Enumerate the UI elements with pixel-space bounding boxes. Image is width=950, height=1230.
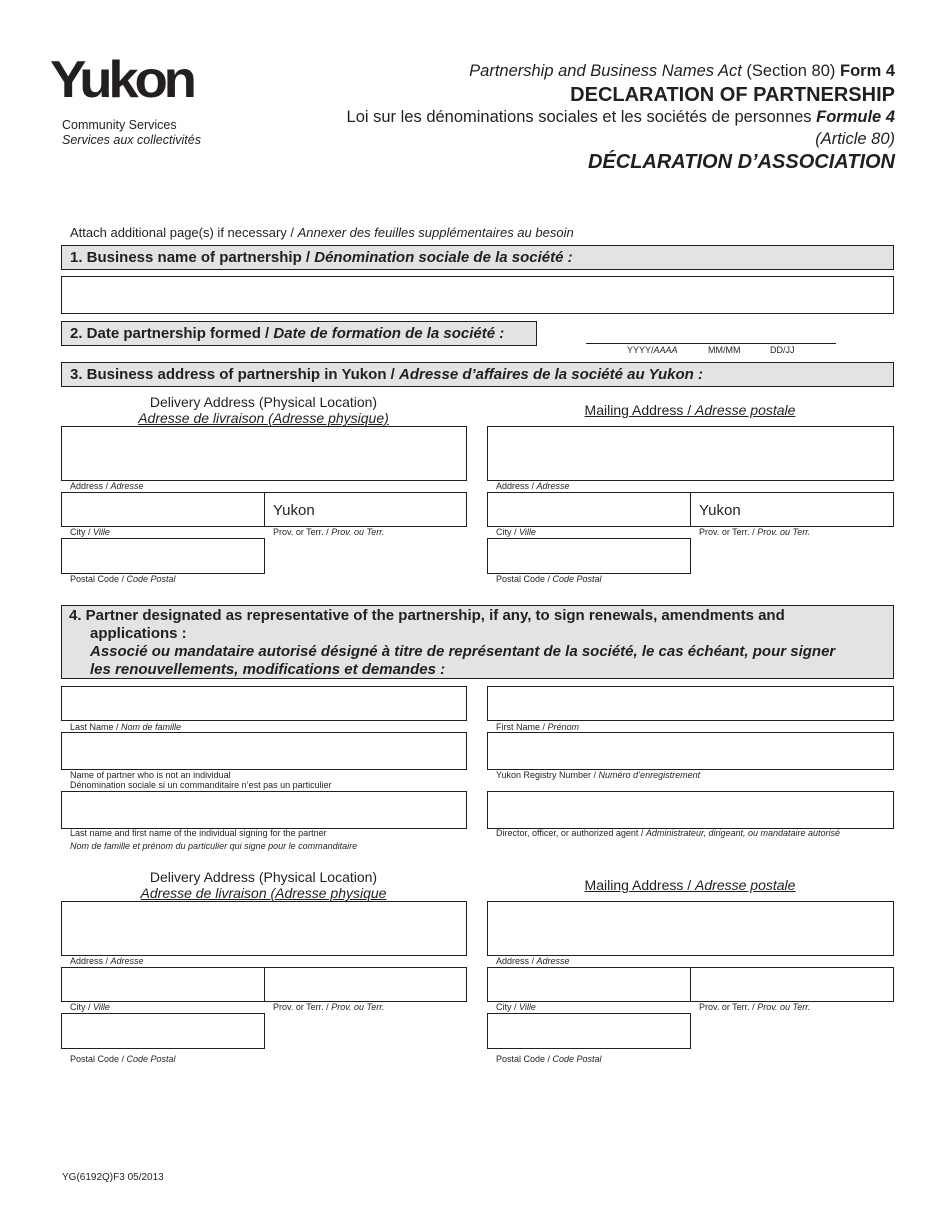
s4-delivery-address-field[interactable] (61, 901, 467, 956)
s3-mailing-title: Mailing Address / Adresse postale (584, 402, 796, 418)
section-1-header (61, 245, 894, 270)
section-2-en: 2. Date partnership formed / (70, 325, 274, 342)
section-1-en: 1. Business name of partnership / (70, 249, 315, 266)
s4-mailing-city-field[interactable] (487, 967, 691, 1002)
form-fr: Formule 4 (816, 108, 895, 126)
date-mm-label: MM/MM (708, 345, 741, 355)
partner-name-label-fr: Dénomination sociale si un commanditaire n’est pas un particulier (70, 780, 332, 790)
date-dd-label: DD/JJ (770, 345, 795, 355)
s4-mailing-address-field[interactable] (487, 901, 894, 956)
s4-delivery-prov-field[interactable] (264, 967, 467, 1002)
section-4-line1: 4. Partner designated as representative of the partnership, if any, to sign renewals, amendments and (69, 607, 785, 624)
section-3-fr: Adresse d’affaires de la société au Yukon : (398, 366, 703, 383)
s4-delivery-city-label: City / Ville (70, 1002, 110, 1012)
last-name-label: Last Name / Nom de famille (70, 722, 182, 732)
s3-delivery-prov-field[interactable] (264, 492, 467, 527)
date-formed-field[interactable] (586, 320, 836, 344)
first-name-label: First Name / Prénom (496, 722, 580, 732)
signer-name-label-fr: Nom de famille et prénom du particulier qui signe pour le commanditaire (70, 841, 358, 851)
section-4-line2: applications : (90, 625, 187, 642)
s3-delivery-prov-value: Yukon (273, 502, 315, 519)
s4-delivery-prov-label: Prov. or Terr. / Prov. ou Terr. (273, 1002, 385, 1012)
s3-delivery-title-en: Delivery Address (Physical Location) (149, 394, 378, 410)
registry-number-field[interactable] (487, 732, 894, 770)
s4-delivery-title-fr: Adresse de livraison (Adresse physique (140, 885, 387, 901)
director-label: Director, officer, or authorized agent / Administrateur, dirigeant, ou mandataire autorisé (496, 828, 841, 838)
section-2-fr: Date de formation de la société : (273, 325, 505, 342)
s3-mailing-address-field[interactable] (487, 426, 894, 481)
attach-en: Attach additional page(s) if necessary / (70, 225, 298, 240)
s3-mailing-postal-label: Postal Code / Code Postal (496, 574, 602, 584)
s4-mailing-postal-label: Postal Code / Code Postal (496, 1054, 602, 1064)
date-yyyy-label: YYYY/AAAA (627, 345, 678, 355)
s3-delivery-prov-label: Prov. or Terr. / Prov. ou Terr. (273, 527, 385, 537)
act-en-section: (Section 80) (746, 62, 836, 80)
section-3-header (61, 362, 894, 387)
act-line-fr (347, 108, 895, 127)
director-field[interactable] (487, 791, 894, 829)
attach-fr: Annexer des feuilles supplémentaires au besoin (297, 225, 574, 240)
logo-line-en: Community Services (62, 118, 177, 132)
s3-delivery-address-label: Address / Adresse (70, 481, 144, 491)
s3-mailing-postal-field[interactable] (487, 538, 691, 574)
act-fr-article: (Article 80) (815, 130, 895, 148)
section-2-header (61, 321, 537, 346)
s3-mailing-address-label: Address / Adresse (496, 481, 570, 491)
s4-mailing-prov-label: Prov. or Terr. / Prov. ou Terr. (699, 1002, 811, 1012)
logo-line-fr: Services aux collectivités (62, 133, 201, 147)
s3-mailing-prov-field[interactable] (690, 492, 894, 527)
s4-mailing-title: Mailing Address / Adresse postale (584, 877, 796, 893)
signer-name-field[interactable] (61, 791, 467, 829)
s4-delivery-address-label: Address / Adresse (70, 956, 144, 966)
section-3-en: 3. Business address of partnership in Yukon / (70, 366, 399, 383)
yukon-logo (50, 51, 230, 153)
section-4-line4: les renouvellements, modifications et demandes : (90, 661, 446, 678)
s3-delivery-title-fr: Adresse de livraison (Adresse physique) (138, 410, 389, 426)
logo-wordmark: Yukon (50, 51, 193, 109)
section-1-fr: Dénomination sociale de la société : (314, 249, 573, 266)
attach-note (70, 225, 574, 240)
last-name-field[interactable] (61, 686, 467, 721)
s3-delivery-postal-field[interactable] (61, 538, 265, 574)
s4-mailing-city-label: City / Ville (496, 1002, 536, 1012)
s4-mailing-postal-field[interactable] (487, 1013, 691, 1049)
form-en: Form 4 (839, 62, 895, 80)
title-en: DECLARATION OF PARTNERSHIP (570, 84, 895, 106)
act-en: Partnership and Business Names Act (469, 62, 742, 80)
act-line-en (469, 62, 895, 81)
signer-name-label-en: Last name and first name of the individual signing for the partner (70, 828, 327, 838)
registry-number-label: Yukon Registry Number / Numéro d’enregistrement (496, 770, 701, 780)
s3-mailing-city-field[interactable] (487, 492, 691, 527)
partner-name-label-en: Name of partner who is not an individual (70, 770, 231, 780)
s3-mailing-city-label: City / Ville (496, 527, 536, 537)
s3-delivery-city-label: City / Ville (70, 527, 110, 537)
s3-delivery-city-field[interactable] (61, 492, 265, 527)
s3-mailing-prov-label: Prov. or Terr. / Prov. ou Terr. (699, 527, 811, 537)
s4-delivery-postal-label: Postal Code / Code Postal (70, 1054, 176, 1064)
s4-delivery-title-en: Delivery Address (Physical Location) (149, 869, 378, 885)
s3-delivery-address-field[interactable] (61, 426, 467, 481)
s4-delivery-postal-field[interactable] (61, 1013, 265, 1049)
partner-name-field[interactable] (61, 732, 467, 770)
title-fr: DÉCLARATION D’ASSOCIATION (587, 151, 895, 173)
section-4-line3: Associé ou mandataire autorisé désigné à titre de représentant de la société, le cas échéant, pour signer (90, 643, 836, 660)
s4-mailing-address-label: Address / Adresse (496, 956, 570, 966)
section-4-header (61, 605, 894, 679)
s3-mailing-prov-value: Yukon (699, 502, 741, 519)
form-code: YG(6192Q)F3 05/2013 (62, 1172, 164, 1183)
first-name-field[interactable] (487, 686, 894, 721)
s4-delivery-city-field[interactable] (61, 967, 265, 1002)
s3-delivery-postal-label: Postal Code / Code Postal (70, 574, 176, 584)
s4-mailing-prov-field[interactable] (690, 967, 894, 1002)
act-fr: Loi sur les dénominations sociales et les sociétés de personnes (346, 108, 812, 126)
business-name-field[interactable] (61, 276, 894, 314)
